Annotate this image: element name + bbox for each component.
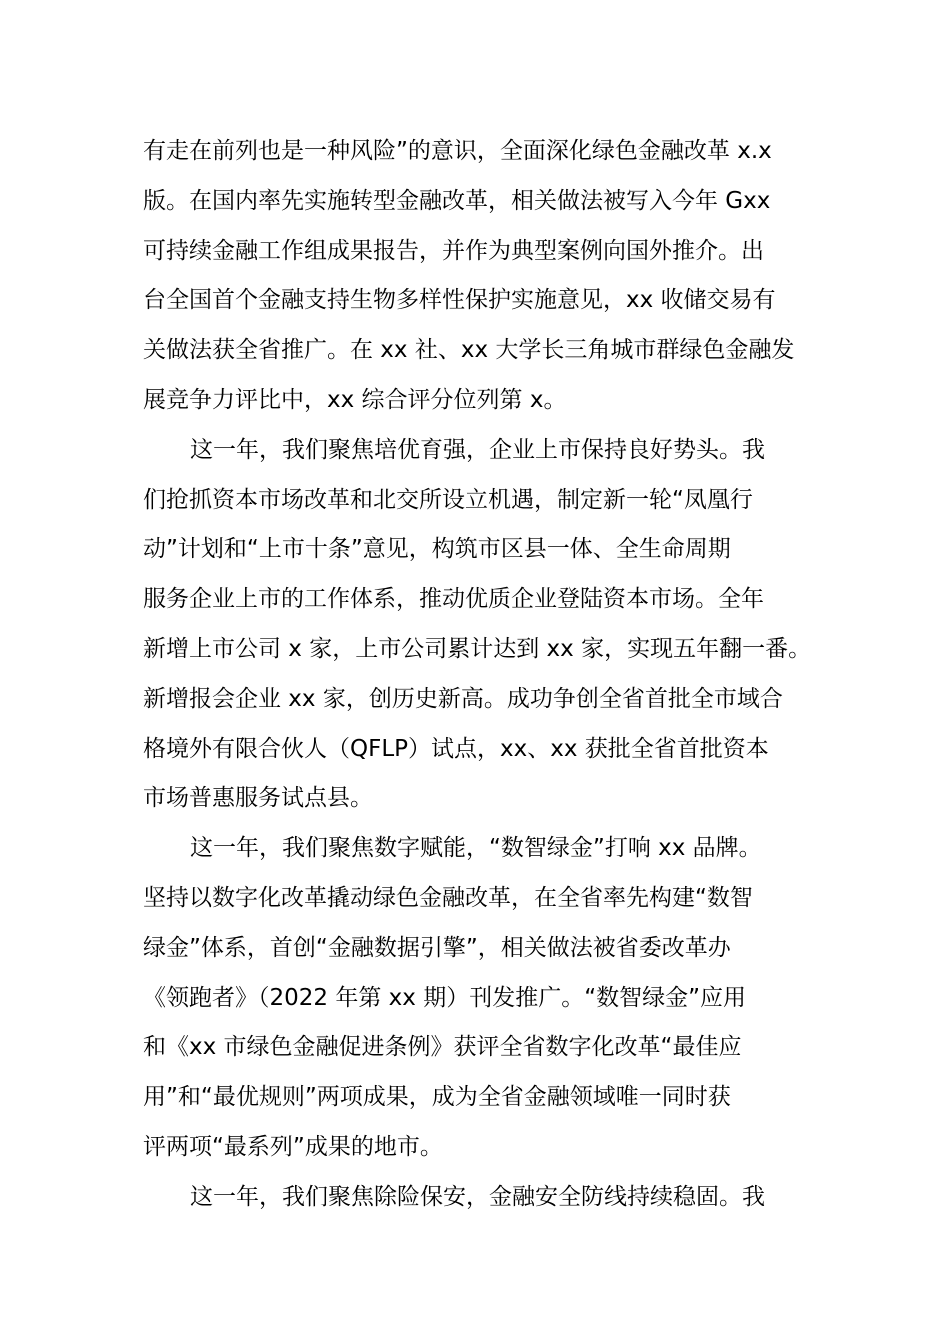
text-line: 展竞争力评比中，xx 综合评分位列第 x。	[143, 386, 567, 413]
text-line: 版。在国内率先实施转型金融改革，相关做法被写入今年 Gxx	[143, 187, 771, 214]
paragraph-start-line: 这一年，我们聚焦除险保安，金融安全防线持续稳固。我	[190, 1183, 765, 1210]
paragraph-start-line: 这一年，我们聚焦数字赋能，“数智绿金”打响 xx 品牌。	[190, 835, 762, 862]
text-line: 和《xx 市绿色金融促进条例》获评全省数字化改革“最佳应	[143, 1034, 742, 1061]
text-line: 服务企业上市的工作体系，推动优质企业登陆资本市场。全年	[143, 586, 764, 613]
text-line: 格境外有限合伙人（QFLP）试点，xx、xx 获批全省首批资本	[143, 735, 769, 762]
text-line: 有走在前列也是一种风险”的意识，全面深化绿色金融改革 x.x	[143, 138, 772, 164]
text-line: 绿金”体系，首创“金融数据引擎”，相关做法被省委改革办	[143, 934, 731, 961]
text-line: 评两项“最系列”成果的地市。	[143, 1133, 443, 1160]
text-line: 坚持以数字化改革撬动绿色金融改革，在全省率先构建“数智	[143, 884, 753, 911]
text-line: 关做法获全省推广。在 xx 社、xx 大学长三角城市群绿色金融发	[143, 337, 795, 364]
text-line: 台全国首个金融支持生物多样性保护实施意见，xx 收储交易有	[143, 287, 776, 314]
text-line: 新增报会企业 xx 家，创历史新高。成功争创全省首批全市域合	[143, 685, 783, 712]
body-text	[143, 127, 813, 1223]
text-line: 用”和“最优规则”两项成果，成为全省金融领域唯一同时获	[143, 1084, 731, 1111]
text-line: 们抢抓资本市场改革和北交所设立机遇，制定新一轮“凤凰行	[143, 486, 753, 513]
text-line: 《领跑者》（2022 年第 xx 期）刊发推广。“数智绿金”应用	[143, 984, 747, 1011]
text-line: 动”计划和“上市十条”意见，构筑市区县一体、全生命周期	[143, 536, 731, 563]
text-line: 市场普惠服务试点县。	[143, 785, 373, 812]
paragraph-start-line: 这一年，我们聚焦培优育强，企业上市保持良好势头。我	[190, 436, 765, 463]
text-line: 新增上市公司 x 家，上市公司累计达到 xx 家，实现五年翻一番。	[143, 635, 812, 662]
text-line: 可持续金融工作组成果报告，并作为典型案例向国外推介。出	[143, 237, 764, 264]
